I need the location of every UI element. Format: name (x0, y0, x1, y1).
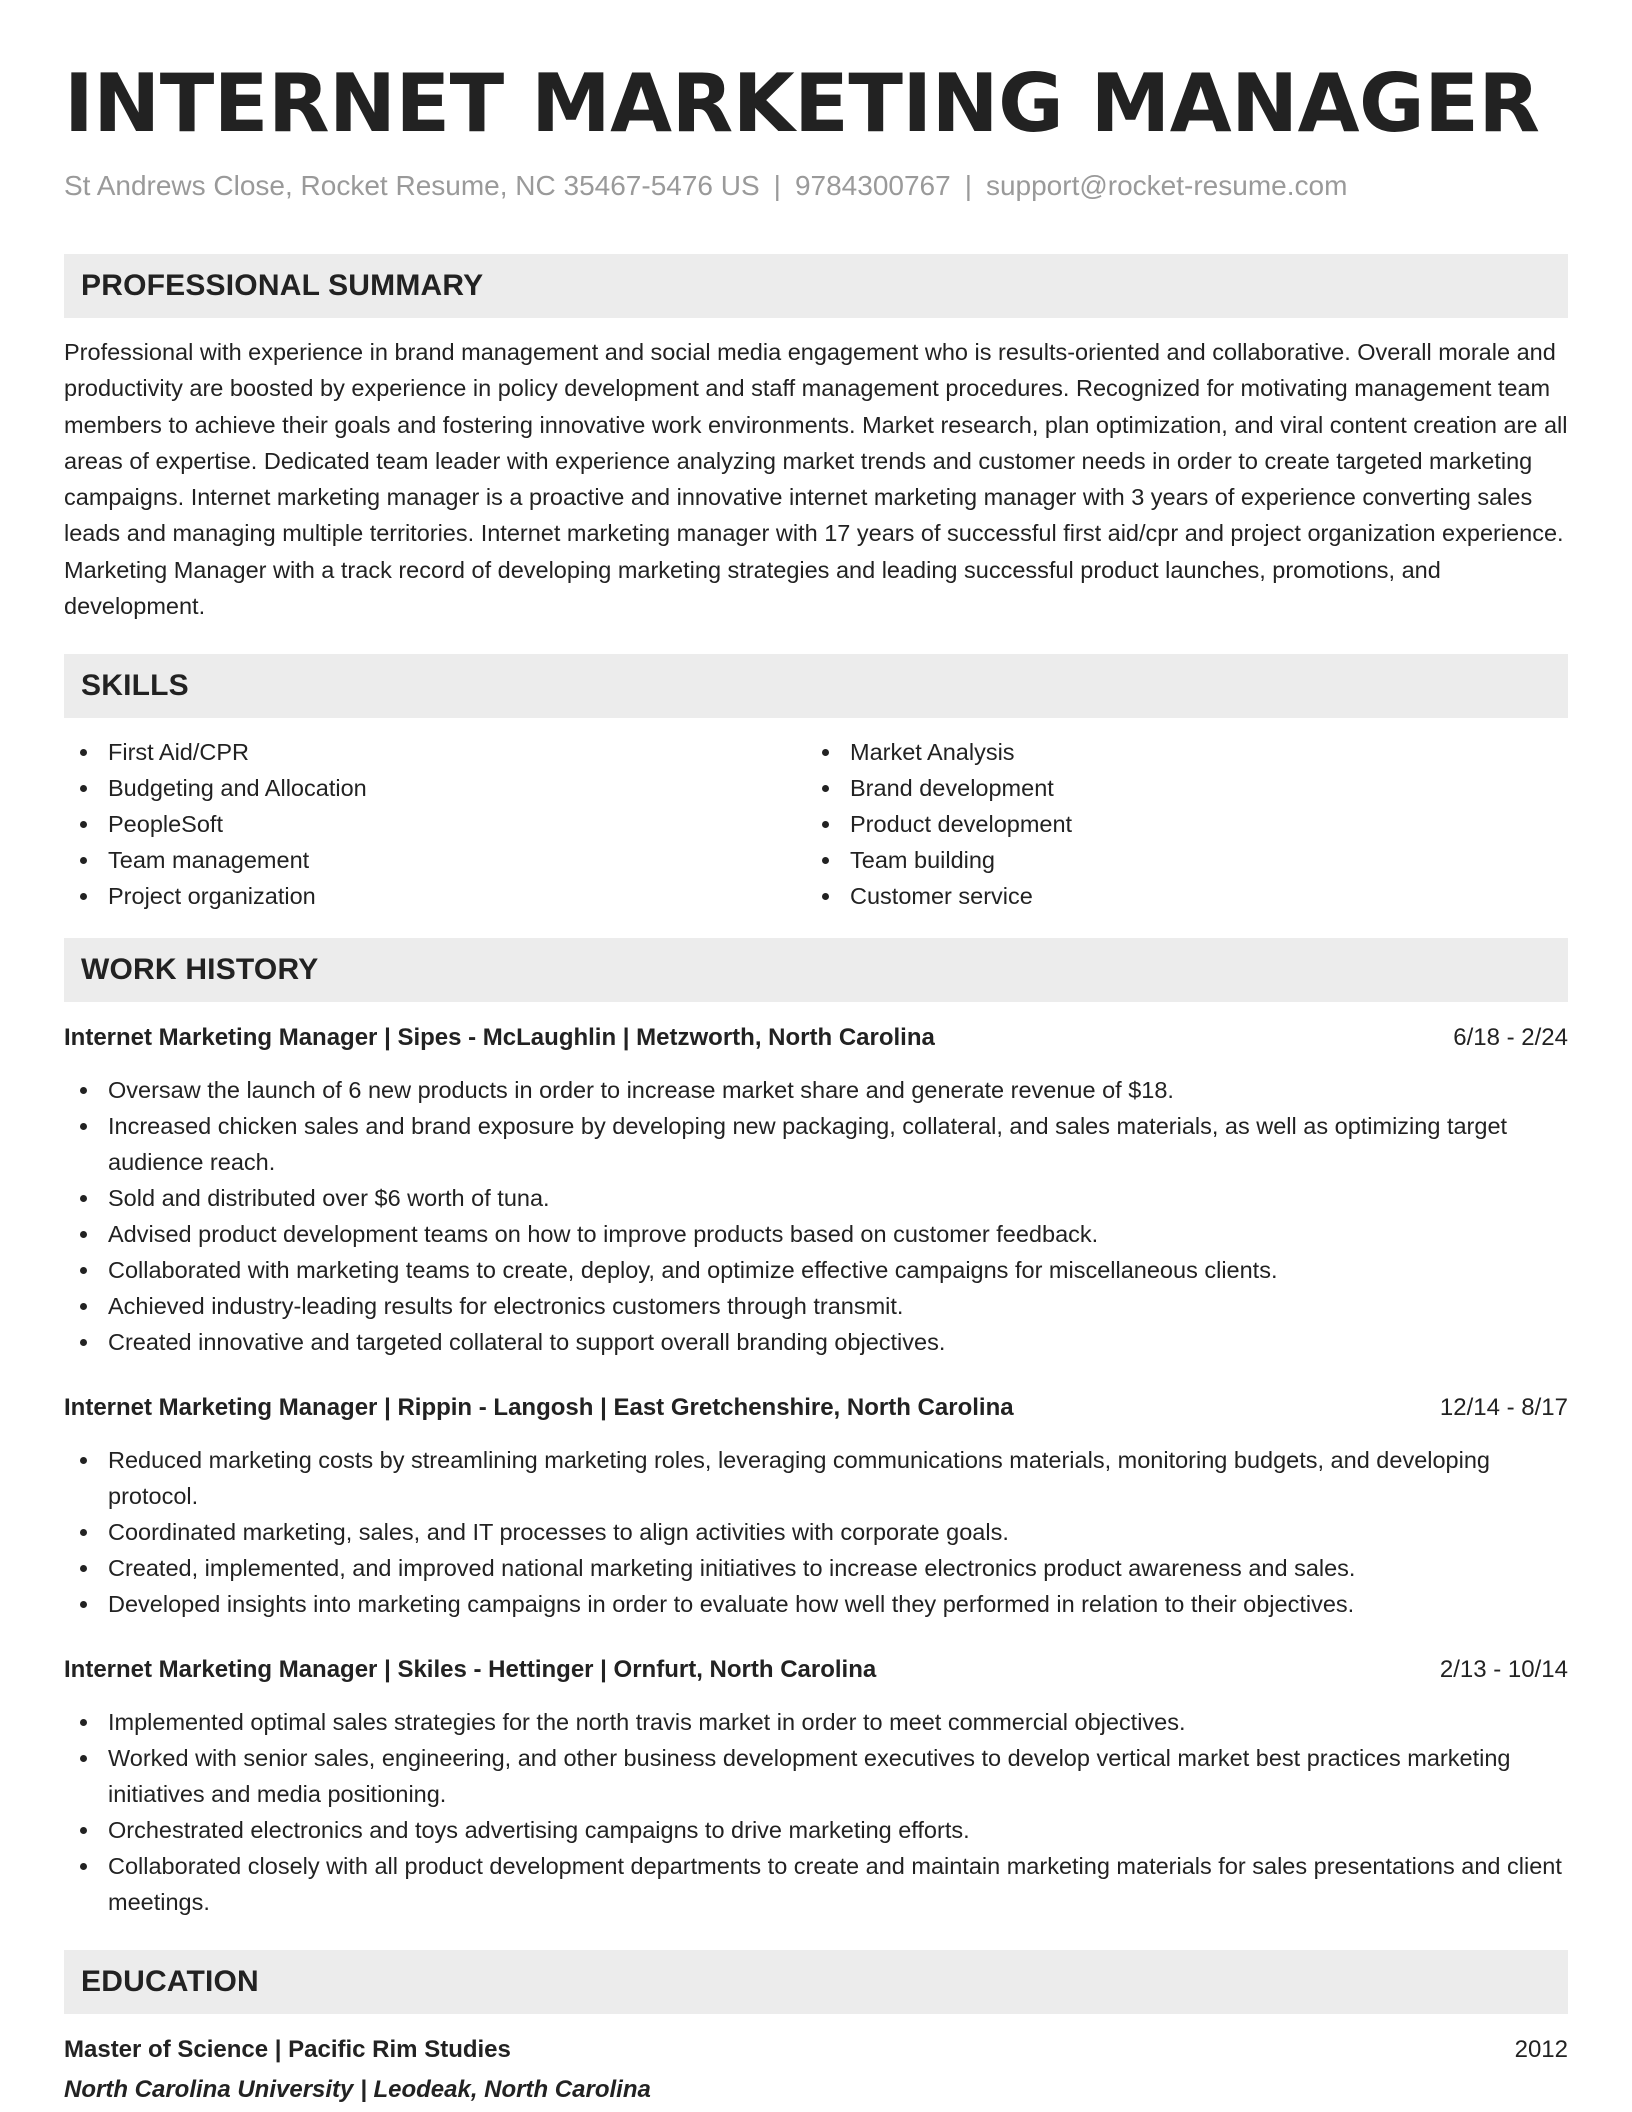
skill-item: Budgeting and Allocation (64, 770, 806, 806)
job-bullet: Oversaw the launch of 6 new products in order to increase market share and generate revenue of $18. (64, 1072, 1568, 1108)
job-bullets (64, 1704, 1568, 1920)
job-dates: 6/18 - 2/24 (1453, 1024, 1568, 1052)
skills-list (64, 734, 1568, 914)
job-title: Internet Marketing Manager | Rippin - Langosh | East Gretchenshire, North Carolina (64, 1394, 1014, 1422)
skills-section-header: SKILLS (64, 654, 1568, 718)
education-entry (64, 2032, 1568, 2108)
skill-item: Project organization (64, 878, 806, 914)
skill-item: PeopleSoft (64, 806, 806, 842)
contact-phone: 9784300767 (794, 170, 951, 201)
job-title-row (64, 1390, 1568, 1426)
contact-line (64, 166, 1568, 206)
summary-section-header: PROFESSIONAL SUMMARY (64, 254, 1568, 318)
job-bullet: Collaborated with marketing teams to create, deploy, and optimize effective campaigns for miscellaneous clients. (64, 1252, 1568, 1288)
job-bullet: Collaborated closely with all product development departments to create and maintain marketing materials for sales presentations and client meetings. (64, 1848, 1568, 1920)
candidate-title: INTERNET MARKETING MANAGER (64, 57, 1540, 150)
skill-item: Team management (64, 842, 806, 878)
contact-email: support@rocket-resume.com (985, 170, 1348, 201)
job-bullet: Increased chicken sales and brand exposure by developing new packaging, collateral, and sales materials, as well as optimizing target audience reach. (64, 1108, 1568, 1180)
job-entry (64, 1390, 1568, 1622)
skills-column-left (64, 734, 806, 914)
job-entry (64, 1020, 1568, 1360)
education-section-header: EDUCATION (64, 1950, 1568, 2014)
job-bullet: Orchestrated electronics and toys advertising campaigns to drive marketing efforts. (64, 1812, 1568, 1848)
job-entry (64, 1652, 1568, 1920)
job-bullet: Worked with senior sales, engineering, and other business development executives to develop vertical market best practices marketing initiatives and media positioning. (64, 1740, 1568, 1812)
job-bullet: Coordinated marketing, sales, and IT processes to align activities with corporate goals. (64, 1514, 1568, 1550)
skill-item: First Aid/CPR (64, 734, 806, 770)
skills-column-right (806, 734, 1548, 914)
job-title-row (64, 1020, 1568, 1056)
job-bullet: Advised product development teams on how to improve products based on customer feedback. (64, 1216, 1568, 1252)
job-title-row (64, 1652, 1568, 1688)
skill-item: Market Analysis (806, 734, 1548, 770)
job-bullets (64, 1072, 1568, 1360)
education-degree: Master of Science | Pacific Rim Studies (64, 2036, 511, 2064)
contact-separator: | (773, 170, 781, 201)
job-bullet: Created innovative and targeted collateral to support overall branding objectives. (64, 1324, 1568, 1360)
summary-text: Professional with experience in brand management and social media engagement who is results-oriented and collaborative. Overall morale and productivity are boosted by experience in policy development and staff management procedures. Recognized for motivating management team members to achieve their goals and fostering innovative work environments. Market research, plan optimization, and viral content creation are all areas of expertise. Dedicated team leader with experience analyzing market trends and customer needs in order to create targeted marketing campaigns. Internet marketing manager is a proactive and innovative internet marketing manager with 3 years of experience converting sales leads and managing multiple territories. Internet marketing manager with 17 years of successful first aid/cpr and project organization experience. Marketing Manager with a track record of developing marketing strategies and leading successful product launches, promotions, and development. (64, 339, 1568, 620)
job-bullet: Reduced marketing costs by streamlining marketing roles, leveraging communications materials, monitoring budgets, and developing protocol. (64, 1442, 1568, 1514)
job-dates: 12/14 - 8/17 (1439, 1394, 1568, 1422)
job-title: Internet Marketing Manager | Skiles - Hettinger | Ornfurt, North Carolina (64, 1656, 877, 1684)
contact-address: St Andrews Close, Rocket Resume, NC 35467-5476 US (64, 170, 760, 201)
skill-item: Team building (806, 842, 1548, 878)
job-bullet: Created, implemented, and improved national marketing initiatives to increase electronics product awareness and sales. (64, 1550, 1568, 1586)
job-bullet: Sold and distributed over $6 worth of tuna. (64, 1180, 1568, 1216)
education-year: 2012 (1514, 2036, 1568, 2064)
skill-item: Brand development (806, 770, 1548, 806)
job-bullet: Developed insights into marketing campaigns in order to evaluate how well they performed in relation to their objectives. (64, 1586, 1568, 1622)
education-row (64, 2032, 1568, 2068)
skill-item: Customer service (806, 878, 1548, 914)
job-dates: 2/13 - 10/14 (1439, 1656, 1568, 1684)
skill-item: Product development (806, 806, 1548, 842)
job-bullets (64, 1442, 1568, 1622)
job-bullet: Achieved industry-leading results for electronics customers through transmit. (64, 1288, 1568, 1324)
job-title: Internet Marketing Manager | Sipes - McLaughlin | Metzworth, North Carolina (64, 1024, 935, 1052)
work-history-section-header: WORK HISTORY (64, 938, 1568, 1002)
education-school: North Carolina University | Leodeak, North Carolina (64, 2076, 651, 2104)
job-bullet: Implemented optimal sales strategies for the north travis market in order to meet commercial objectives. (64, 1704, 1568, 1740)
contact-separator: | (964, 170, 972, 201)
